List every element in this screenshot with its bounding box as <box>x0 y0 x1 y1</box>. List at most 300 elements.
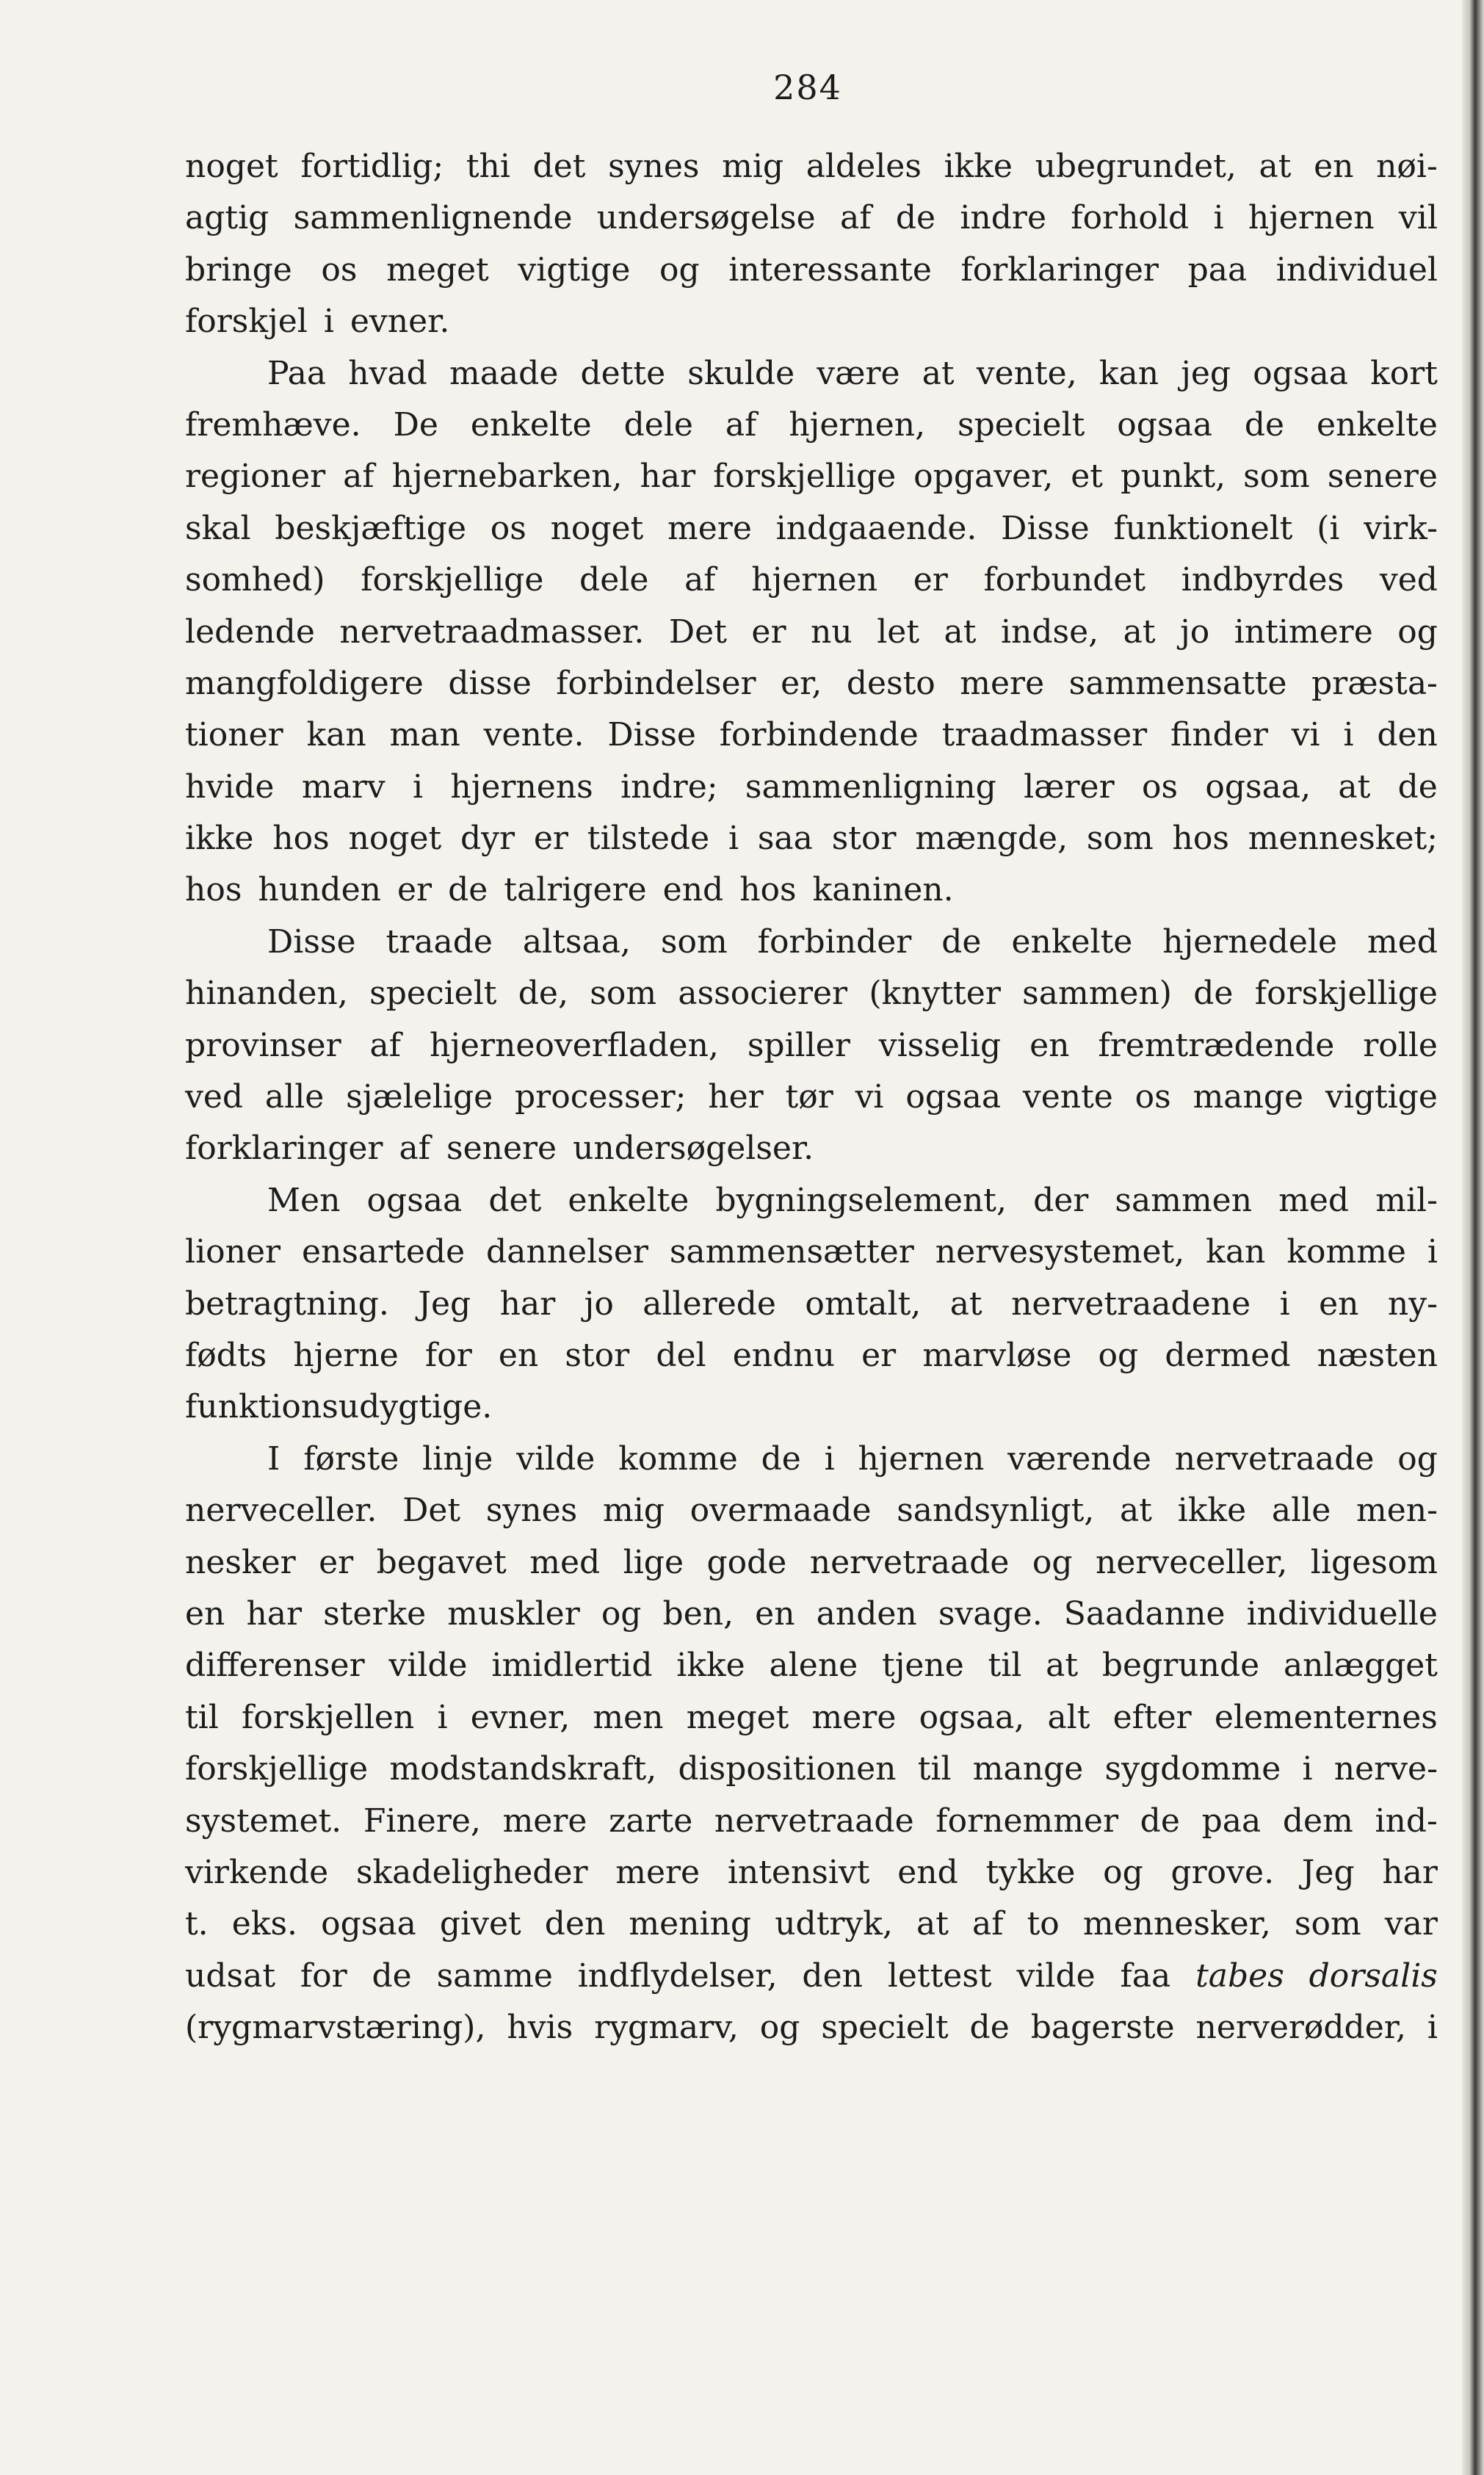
word: gode <box>706 1543 787 1581</box>
word: nerve- <box>1333 1750 1438 1788</box>
word: de <box>1193 975 1234 1013</box>
word: lærer <box>1024 767 1115 806</box>
word: synes <box>485 1492 578 1530</box>
word: de <box>1397 767 1438 806</box>
word: noget <box>185 148 278 185</box>
word: her <box>708 1078 764 1116</box>
word: indse, <box>1000 613 1099 651</box>
word: hinanden, <box>185 975 348 1013</box>
word: kan <box>306 716 366 754</box>
word: fortidlig; <box>300 148 444 185</box>
word: ogsaa <box>1253 354 1348 392</box>
word: hos <box>272 820 330 858</box>
word: som <box>1086 820 1154 858</box>
page-number: 284 <box>773 68 842 107</box>
word: individuelle <box>1246 1594 1438 1633</box>
word: hos <box>1172 820 1229 858</box>
word: vente. <box>483 716 584 754</box>
word: betragtning. <box>185 1285 389 1323</box>
word: anden <box>816 1594 917 1633</box>
word: alene <box>769 1647 858 1685</box>
word: hjernen <box>1248 199 1375 237</box>
text-line <box>185 1744 1438 1795</box>
word: alt <box>1047 1698 1090 1736</box>
word: præsta- <box>1311 664 1438 702</box>
word: forbindende <box>719 716 919 754</box>
word: sammen <box>1115 1181 1253 1219</box>
text-line <box>185 917 1438 968</box>
word: vigtige <box>1325 1078 1438 1116</box>
word: mig <box>602 1492 665 1530</box>
word: vi <box>1291 716 1320 754</box>
text-line <box>185 1640 1438 1691</box>
word: hjerne <box>293 1336 399 1374</box>
word: grove. <box>1170 1853 1275 1891</box>
word: til <box>185 1698 219 1736</box>
word: i <box>824 1439 835 1478</box>
word: skulde <box>687 354 795 392</box>
word: senere <box>446 1130 557 1168</box>
word: en <box>755 1594 795 1633</box>
text-line <box>185 1589 1438 1640</box>
word: evner. <box>350 303 450 341</box>
word: i <box>437 1698 448 1736</box>
word: de <box>448 871 488 909</box>
text-line <box>185 554 1438 606</box>
word: enkelte <box>1317 405 1438 444</box>
word: nervetraade <box>1174 1439 1375 1478</box>
word: til <box>988 1647 1022 1685</box>
word: har <box>1382 1853 1438 1891</box>
word: rolle <box>1363 1026 1438 1064</box>
word: senere <box>1327 458 1438 496</box>
word: et <box>1071 458 1103 496</box>
word: alle <box>264 1078 325 1116</box>
word: nervetraade <box>809 1543 1010 1581</box>
word: vi <box>855 1078 884 1116</box>
word: og <box>759 2009 800 2047</box>
word: dem <box>1282 1802 1353 1840</box>
word: maade <box>449 354 559 392</box>
word: t. <box>185 1905 209 1943</box>
word: paa <box>1187 250 1248 289</box>
word: agtig <box>185 199 269 237</box>
word: mere <box>615 1853 701 1891</box>
word: er <box>751 613 786 651</box>
word: fremhæve. <box>185 405 361 444</box>
word: jo <box>584 1285 614 1323</box>
word: desto <box>846 664 935 702</box>
word: for <box>424 1336 472 1374</box>
text-line <box>185 1175 1438 1226</box>
word: omtalt, <box>805 1285 922 1323</box>
word: af <box>369 1026 402 1064</box>
word: mere <box>502 1802 587 1840</box>
text-line <box>185 1951 1438 2002</box>
word: i <box>1302 1750 1313 1788</box>
word: marv <box>301 767 386 806</box>
word: imidlertid <box>491 1647 653 1685</box>
word: i <box>323 303 334 341</box>
word: svage. <box>938 1594 1043 1633</box>
text-line <box>185 1381 1438 1433</box>
word: ogsaa, <box>919 1698 1025 1736</box>
body-text <box>185 141 1438 2053</box>
word: dannelser <box>486 1233 648 1271</box>
word: i <box>413 767 424 806</box>
word: noget <box>550 509 644 547</box>
word: mangfoldigere <box>185 664 424 702</box>
word: indre <box>960 199 1046 237</box>
word: indbyrdes <box>1181 561 1344 599</box>
word: faa <box>1120 1956 1171 1995</box>
word: ben, <box>662 1594 734 1633</box>
word: undersøgelse <box>596 199 816 237</box>
word: alle <box>1271 1492 1331 1530</box>
word: lioner <box>185 1233 281 1271</box>
word: i <box>1279 1285 1290 1323</box>
word: tilstede <box>587 820 710 858</box>
word: forhold <box>1071 199 1190 237</box>
word: sterke <box>323 1594 427 1633</box>
word: I <box>267 1439 280 1478</box>
word: af <box>725 405 757 444</box>
word: de <box>941 922 982 961</box>
word: disse <box>448 664 532 702</box>
word: med <box>1278 1181 1350 1219</box>
text-line <box>185 141 1438 192</box>
word: ved <box>185 1078 244 1116</box>
word: mere <box>811 1698 897 1736</box>
word: at <box>916 1905 949 1943</box>
word: forskjellige <box>1254 975 1438 1013</box>
word: tabes <box>1195 1956 1284 1995</box>
word: Finere, <box>363 1802 481 1840</box>
word: del <box>656 1336 706 1374</box>
word: i <box>1213 199 1224 237</box>
word: meget <box>386 250 489 289</box>
word: Men <box>267 1181 341 1219</box>
word: af <box>839 199 872 237</box>
word: muskler <box>447 1594 580 1633</box>
text-line <box>185 245 1438 296</box>
word: var <box>1384 1905 1438 1943</box>
word: elementernes <box>1214 1698 1438 1736</box>
word: allerede <box>643 1285 776 1323</box>
adjacent-page-edge <box>1462 0 1484 2475</box>
text-line <box>185 503 1438 554</box>
word: evner, <box>470 1698 571 1736</box>
word: intensivt <box>727 1853 870 1891</box>
word: de <box>1244 405 1285 444</box>
word: ogsaa, <box>1205 767 1311 806</box>
word: tør <box>785 1078 833 1116</box>
word: ny- <box>1387 1285 1438 1323</box>
text-line <box>185 1485 1438 1536</box>
text-line <box>185 968 1438 1019</box>
word: ogsaa <box>905 1078 1002 1116</box>
word: er <box>533 820 568 858</box>
word: modstandskraft, <box>389 1750 657 1788</box>
word: vente <box>1022 1078 1113 1116</box>
word: ledende <box>185 613 315 651</box>
word: begavet <box>376 1543 507 1581</box>
word: kaninen. <box>812 871 954 909</box>
word: en <box>1319 1285 1359 1323</box>
text-line <box>185 709 1438 761</box>
word: kort <box>1370 354 1438 392</box>
word: første <box>303 1439 399 1478</box>
word: og <box>1103 1853 1143 1891</box>
word: ogsaa <box>1117 405 1212 444</box>
word: nerveceller. <box>185 1492 377 1530</box>
word: nerveceller, <box>1096 1543 1288 1581</box>
word: linje <box>422 1439 493 1478</box>
word: punkt, <box>1120 458 1226 496</box>
word: nervetraadmasser. <box>339 613 645 651</box>
word: hvad <box>348 354 427 392</box>
word: stor <box>565 1336 630 1374</box>
word: forskjellige <box>713 458 897 496</box>
word: komme <box>1286 1233 1406 1271</box>
text-line <box>185 451 1438 502</box>
word: finder <box>1170 716 1268 754</box>
word: de <box>1140 1802 1180 1840</box>
word: skadeligheder <box>355 1853 588 1891</box>
word: at <box>1338 767 1371 806</box>
word: thi <box>466 148 510 185</box>
word: dispositionen <box>678 1750 897 1788</box>
word: udsat <box>185 1956 275 1995</box>
word: hos <box>739 871 797 909</box>
word: er <box>861 1336 897 1374</box>
word: Disse <box>607 716 696 754</box>
text-line <box>185 1330 1438 1381</box>
word: virk- <box>1364 509 1438 547</box>
word: enkelte <box>568 1181 689 1219</box>
word: jeg <box>1181 354 1231 392</box>
word: udtryk, <box>775 1905 893 1943</box>
word: Jeg <box>1301 1853 1355 1891</box>
word: endnu <box>732 1336 835 1374</box>
word: lige <box>623 1543 684 1581</box>
word: dorsalis <box>1309 1956 1438 1995</box>
text-line <box>185 1072 1438 1123</box>
word: sjælelige <box>346 1078 493 1116</box>
word: men- <box>1356 1492 1438 1530</box>
text-line <box>185 296 1438 347</box>
word: i <box>1343 716 1354 754</box>
word: de <box>372 1956 412 1995</box>
text-line <box>185 1434 1438 1485</box>
word: hjernebarken, <box>391 458 623 496</box>
text-line <box>185 2002 1438 2053</box>
word: er, <box>781 664 822 702</box>
word: den <box>1377 716 1438 754</box>
word: er <box>397 871 432 909</box>
word: rygmarv, <box>594 2009 739 2047</box>
text-line <box>185 813 1438 864</box>
word: altsaa, <box>522 922 631 961</box>
word: mil- <box>1375 1181 1438 1219</box>
word: os <box>1141 767 1179 806</box>
word: os <box>1134 1078 1171 1116</box>
word: ligesom <box>1310 1543 1438 1581</box>
word: let <box>877 613 919 651</box>
word: som <box>590 975 657 1013</box>
text-line <box>185 192 1438 244</box>
word: har <box>640 458 696 496</box>
text-line <box>185 864 1438 916</box>
word: hjerneoverfladen, <box>429 1026 719 1064</box>
word: mængde, <box>915 820 1068 858</box>
text-line <box>185 1537 1438 1589</box>
word: efter <box>1112 1698 1192 1736</box>
word: at <box>1120 1492 1152 1530</box>
word: værende <box>1007 1439 1151 1478</box>
word: med <box>1367 922 1438 961</box>
word: sammen) <box>1022 975 1172 1013</box>
word: (rygmarvstæring), <box>185 2009 486 2047</box>
word: nervesystemet, <box>935 1233 1185 1271</box>
word: mening <box>629 1905 752 1943</box>
text-line <box>185 1796 1438 1847</box>
word: meget <box>686 1698 789 1736</box>
word: overmaade <box>689 1492 872 1530</box>
word: end <box>897 1853 958 1891</box>
word: som <box>660 922 728 961</box>
word: mange <box>972 1750 1084 1788</box>
text-line <box>185 1279 1438 1330</box>
word: begrunde <box>1101 1647 1260 1685</box>
word: og <box>1397 613 1438 651</box>
word: ikke <box>944 148 1013 185</box>
word: og <box>659 250 700 289</box>
word: processer; <box>515 1078 687 1116</box>
word: lettest <box>887 1956 992 1995</box>
word: af <box>684 561 716 599</box>
word: mennesket; <box>1248 820 1438 858</box>
word: traadmasser <box>941 716 1148 754</box>
word: synes <box>608 148 700 185</box>
word: zarte <box>609 1802 693 1840</box>
word: bringe <box>185 250 292 289</box>
word: Jeg <box>418 1285 471 1323</box>
word: individuel <box>1275 250 1438 289</box>
word: som <box>1294 1905 1361 1943</box>
text-line <box>185 762 1438 813</box>
word: eks. <box>231 1905 298 1943</box>
word: ind- <box>1375 1802 1438 1840</box>
word: enkelte <box>1011 922 1133 961</box>
word: hvis <box>507 2009 573 2047</box>
word: nu <box>811 613 853 651</box>
word: mange <box>1192 1078 1304 1116</box>
word: ubegrundet, <box>1035 148 1237 185</box>
word: ogsaa <box>366 1181 463 1219</box>
text-line <box>185 1226 1438 1278</box>
word: funktionelt <box>1113 509 1293 547</box>
word: kan <box>1098 354 1159 392</box>
word: vigtige <box>518 250 631 289</box>
word: ikke <box>1177 1492 1247 1530</box>
word: bygningselement, <box>715 1181 1007 1219</box>
word: hjernen <box>751 561 878 599</box>
word: næsten <box>1317 1336 1438 1374</box>
word: indre; <box>620 767 718 806</box>
word: nesker <box>185 1543 296 1581</box>
word: vil <box>1398 199 1438 237</box>
word: dele <box>579 561 649 599</box>
word: hvide <box>185 767 275 806</box>
word: forbundet <box>983 561 1146 599</box>
word: forskjellige <box>185 1750 369 1788</box>
word: tjene <box>882 1647 964 1685</box>
word: Disse <box>1001 509 1090 547</box>
word: ogsaa <box>321 1905 416 1943</box>
word: funktionsudygtige. <box>185 1388 493 1426</box>
word: og <box>1098 1336 1139 1374</box>
word: intimere <box>1234 613 1373 651</box>
text-line <box>185 1692 1438 1744</box>
word: at <box>949 1285 982 1323</box>
word: beskjæftige <box>275 509 466 547</box>
word: stor <box>831 820 897 858</box>
word: Disse <box>267 922 356 961</box>
word: de, <box>518 975 568 1013</box>
word: opgaver, <box>913 458 1054 496</box>
word: med <box>529 1543 601 1581</box>
word: skal <box>185 509 251 547</box>
word: at <box>1123 613 1156 651</box>
word: sammenligning <box>745 767 996 806</box>
text-line <box>185 607 1438 658</box>
word: fødts <box>185 1336 267 1374</box>
word: har <box>499 1285 556 1323</box>
word: indgaaende. <box>775 509 977 547</box>
word: den <box>802 1956 863 1995</box>
word: (i <box>1317 509 1340 547</box>
word: nervetraadene <box>1011 1285 1251 1323</box>
word: provinser <box>185 1026 341 1064</box>
word: hjernen <box>858 1439 985 1478</box>
word: (knytter <box>869 975 1001 1013</box>
word: hjernedele <box>1162 922 1338 961</box>
word: systemet. <box>185 1802 342 1840</box>
word: specielt <box>369 975 497 1013</box>
word: regioner <box>185 458 326 496</box>
word: at <box>1046 1647 1079 1685</box>
word: tykke <box>985 1853 1076 1891</box>
word: bagerste <box>1030 2009 1175 2047</box>
word: og <box>1032 1543 1073 1581</box>
text-line <box>185 1898 1438 1950</box>
word: specielt <box>958 405 1085 444</box>
word: Det <box>402 1492 461 1530</box>
word: forbindelser <box>556 664 756 702</box>
word: og <box>601 1594 642 1633</box>
word: forbinder <box>757 922 912 961</box>
word: specielt <box>821 2009 949 2047</box>
word: ikke <box>676 1647 745 1685</box>
word: vilde <box>516 1439 596 1478</box>
word: som <box>1243 458 1310 496</box>
word: mere <box>960 664 1045 702</box>
word: interessante <box>728 250 932 289</box>
word: forskjel <box>185 303 308 341</box>
word: dermed <box>1165 1336 1291 1374</box>
word: af <box>972 1905 1004 1943</box>
